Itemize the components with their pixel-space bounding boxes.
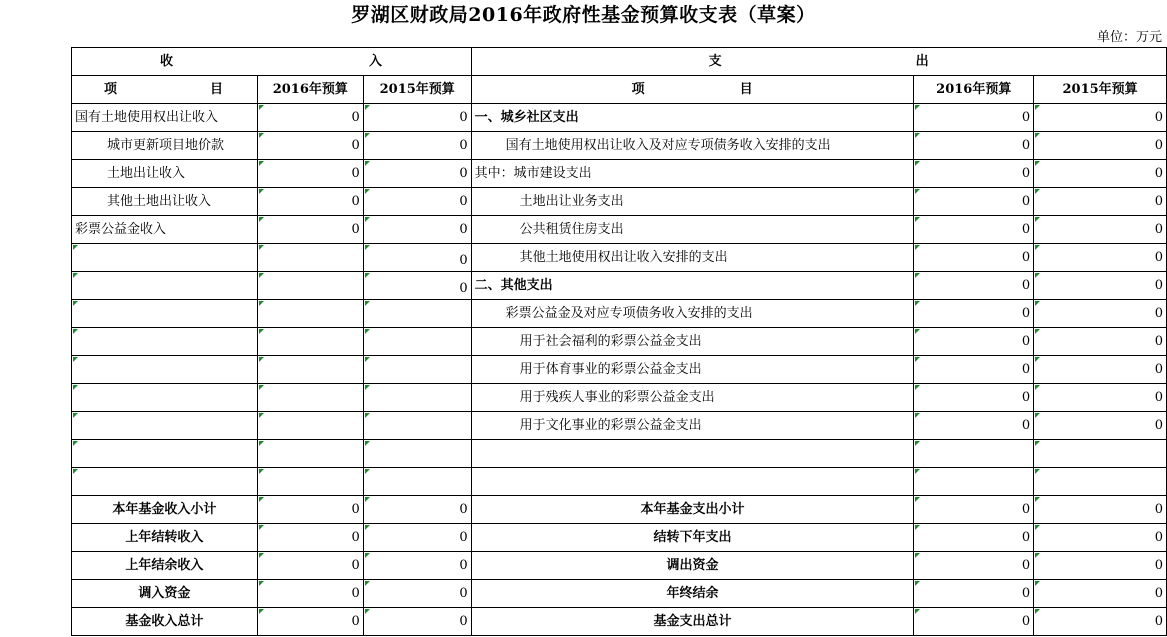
income-label [72, 300, 258, 328]
expense-2016-cell [914, 440, 1034, 468]
summary-income-2016: 0 [257, 496, 363, 524]
income-2015-cell [363, 300, 471, 328]
summary-income-2015: 0 [363, 496, 471, 524]
table-row [72, 412, 1167, 440]
expense-item-header-char1: 项 [631, 82, 645, 97]
summary-expense-2015: 0 [1034, 580, 1167, 608]
expense-2015-header: 2015年预算 [1034, 76, 1167, 104]
expense-label: 其中：城市建设支出 [471, 160, 914, 188]
expense-item-header [471, 76, 914, 104]
expense-2016-cell: 0 [914, 244, 1034, 272]
summary-row [72, 608, 1167, 636]
summary-income-2015: 0 [363, 552, 471, 580]
income-label [72, 468, 258, 496]
summary-income-label: 基金收入总计 [72, 608, 258, 636]
summary-expense-2015: 0 [1034, 608, 1167, 636]
expense-label [471, 440, 914, 468]
expense-label: 一、城乡社区支出 [471, 104, 914, 132]
expense-2015-cell: 0 [1034, 132, 1167, 160]
income-2015-cell [363, 440, 471, 468]
page-title: 罗湖区财政局2016年政府性基金预算收支表（草案） [351, 4, 816, 26]
expense-2016-cell: 0 [914, 412, 1034, 440]
expense-2016-cell: 0 [914, 132, 1034, 160]
summary-income-label: 上年结转收入 [72, 524, 258, 552]
income-2015-cell: 0 [363, 272, 471, 300]
income-2016-cell: 0 [257, 160, 363, 188]
expense-2015-cell: 0 [1034, 328, 1167, 356]
income-2015-cell [363, 412, 471, 440]
summary-income-2016: 0 [257, 552, 363, 580]
summary-expense-label: 本年基金支出小计 [471, 496, 914, 524]
income-2015-cell [363, 468, 471, 496]
income-label [72, 412, 258, 440]
expense-header-char2: 出 [915, 54, 929, 69]
expense-label: 其他土地使用权出让收入安排的支出 [471, 244, 914, 272]
column-header-row [72, 76, 1167, 104]
expense-2016-cell: 0 [914, 300, 1034, 328]
income-2016-cell [257, 384, 363, 412]
expense-2015-cell: 0 [1034, 384, 1167, 412]
income-header-char1: 收 [160, 54, 174, 69]
expense-2016-cell: 0 [914, 328, 1034, 356]
expense-2016-cell: 0 [914, 384, 1034, 412]
budget-table [71, 47, 1167, 636]
summary-income-2015: 0 [363, 524, 471, 552]
income-label: 彩票公益金收入 [72, 216, 258, 244]
summary-income-2016: 0 [257, 580, 363, 608]
income-label [72, 356, 258, 384]
expense-section-header [471, 48, 1166, 76]
expense-label: 用于残疾人事业的彩票公益金支出 [471, 384, 914, 412]
income-2015-cell [363, 356, 471, 384]
income-2016-cell [257, 244, 363, 272]
income-header-char2: 入 [369, 54, 383, 69]
expense-2016-cell: 0 [914, 160, 1034, 188]
summary-expense-2016: 0 [914, 608, 1034, 636]
summary-expense-2015: 0 [1034, 524, 1167, 552]
expense-2016-cell: 0 [914, 356, 1034, 384]
summary-expense-2016: 0 [914, 496, 1034, 524]
summary-expense-2016: 0 [914, 580, 1034, 608]
summary-income-label: 调入资金 [72, 580, 258, 608]
income-2015-cell: 0 [363, 244, 471, 272]
table-row [72, 300, 1167, 328]
summary-row [72, 496, 1167, 524]
summary-expense-label: 调出资金 [471, 552, 914, 580]
expense-2016-header: 2016年预算 [914, 76, 1034, 104]
income-2016-cell: 0 [257, 188, 363, 216]
income-2016-cell [257, 412, 363, 440]
expense-2015-cell: 0 [1034, 356, 1167, 384]
table-row [72, 356, 1167, 384]
income-2015-cell: 0 [363, 188, 471, 216]
income-item-header-char1: 项 [104, 82, 118, 97]
expense-2016-cell [914, 468, 1034, 496]
summary-income-label: 上年结余收入 [72, 552, 258, 580]
summary-expense-label: 年终结余 [471, 580, 914, 608]
summary-expense-2015: 0 [1034, 496, 1167, 524]
table-row [72, 328, 1167, 356]
table-row [72, 132, 1167, 160]
summary-income-2016: 0 [257, 608, 363, 636]
income-2016-cell: 0 [257, 216, 363, 244]
income-label [72, 440, 258, 468]
summary-income-2015: 0 [363, 580, 471, 608]
income-2015-cell: 0 [363, 160, 471, 188]
table-row [72, 440, 1167, 468]
summary-expense-label: 结转下年支出 [471, 524, 914, 552]
table-row [72, 244, 1167, 272]
income-label: 土地出让收入 [72, 160, 258, 188]
expense-2015-cell: 0 [1034, 244, 1167, 272]
summary-expense-2015: 0 [1034, 552, 1167, 580]
income-label [72, 328, 258, 356]
expense-2015-cell: 0 [1034, 300, 1167, 328]
summary-expense-2016: 0 [914, 524, 1034, 552]
income-2015-cell [363, 328, 471, 356]
expense-label: 国有土地使用权出让收入及对应专项债务收入安排的支出 [471, 132, 914, 160]
income-2015-cell: 0 [363, 104, 471, 132]
expense-label: 二、其他支出 [471, 272, 914, 300]
expense-2015-cell: 0 [1034, 188, 1167, 216]
expense-2016-cell: 0 [914, 188, 1034, 216]
table-row [72, 272, 1167, 300]
income-2016-cell: 0 [257, 132, 363, 160]
summary-income-2015: 0 [363, 608, 471, 636]
expense-item-header-char2: 目 [739, 82, 753, 97]
summary-row [72, 552, 1167, 580]
income-2016-cell [257, 328, 363, 356]
income-label [72, 384, 258, 412]
expense-label: 彩票公益金及对应专项债务收入安排的支出 [471, 300, 914, 328]
income-2016-cell [257, 356, 363, 384]
expense-2015-cell: 0 [1034, 216, 1167, 244]
expense-label [471, 468, 914, 496]
income-2015-cell: 0 [363, 216, 471, 244]
summary-income-2016: 0 [257, 524, 363, 552]
income-2016-cell [257, 272, 363, 300]
summary-row [72, 524, 1167, 552]
expense-2015-cell: 0 [1034, 272, 1167, 300]
section-header-row [72, 48, 1167, 76]
expense-2016-cell: 0 [914, 104, 1034, 132]
summary-income-label: 本年基金收入小计 [72, 496, 258, 524]
expense-2015-cell [1034, 440, 1167, 468]
summary-row [72, 580, 1167, 608]
expense-2015-cell: 0 [1034, 104, 1167, 132]
expense-label: 用于社会福利的彩票公益金支出 [471, 328, 914, 356]
income-item-header-char2: 目 [210, 82, 224, 97]
unit-label: 单位：万元 [1096, 30, 1162, 45]
income-label: 国有土地使用权出让收入 [72, 104, 258, 132]
expense-header-char1: 支 [708, 54, 722, 69]
summary-expense-2016: 0 [914, 552, 1034, 580]
income-2015-cell: 0 [363, 132, 471, 160]
income-label [72, 272, 258, 300]
income-2016-cell [257, 300, 363, 328]
income-2015-header: 2015年预算 [363, 76, 471, 104]
table-row [72, 216, 1167, 244]
expense-label: 公共租赁住房支出 [471, 216, 914, 244]
table-row [72, 160, 1167, 188]
income-label: 城市更新项目地价款 [72, 132, 258, 160]
expense-2015-cell: 0 [1034, 412, 1167, 440]
table-row [72, 468, 1167, 496]
income-2016-cell: 0 [257, 104, 363, 132]
income-label: 其他土地出让收入 [72, 188, 258, 216]
income-2016-cell [257, 440, 363, 468]
income-section-header [72, 48, 472, 76]
table-row [72, 104, 1167, 132]
income-2015-cell [363, 384, 471, 412]
income-label [72, 244, 258, 272]
table-row [72, 188, 1167, 216]
expense-2015-cell [1034, 468, 1167, 496]
expense-label: 用于体育事业的彩票公益金支出 [471, 356, 914, 384]
summary-expense-label: 基金支出总计 [471, 608, 914, 636]
table-row [72, 384, 1167, 412]
expense-2015-cell: 0 [1034, 160, 1167, 188]
income-item-header [72, 76, 258, 104]
expense-label: 用于文化事业的彩票公益金支出 [471, 412, 914, 440]
income-2016-header: 2016年预算 [257, 76, 363, 104]
expense-2016-cell: 0 [914, 272, 1034, 300]
expense-2016-cell: 0 [914, 216, 1034, 244]
expense-label: 土地出让业务支出 [471, 188, 914, 216]
income-2016-cell [257, 468, 363, 496]
